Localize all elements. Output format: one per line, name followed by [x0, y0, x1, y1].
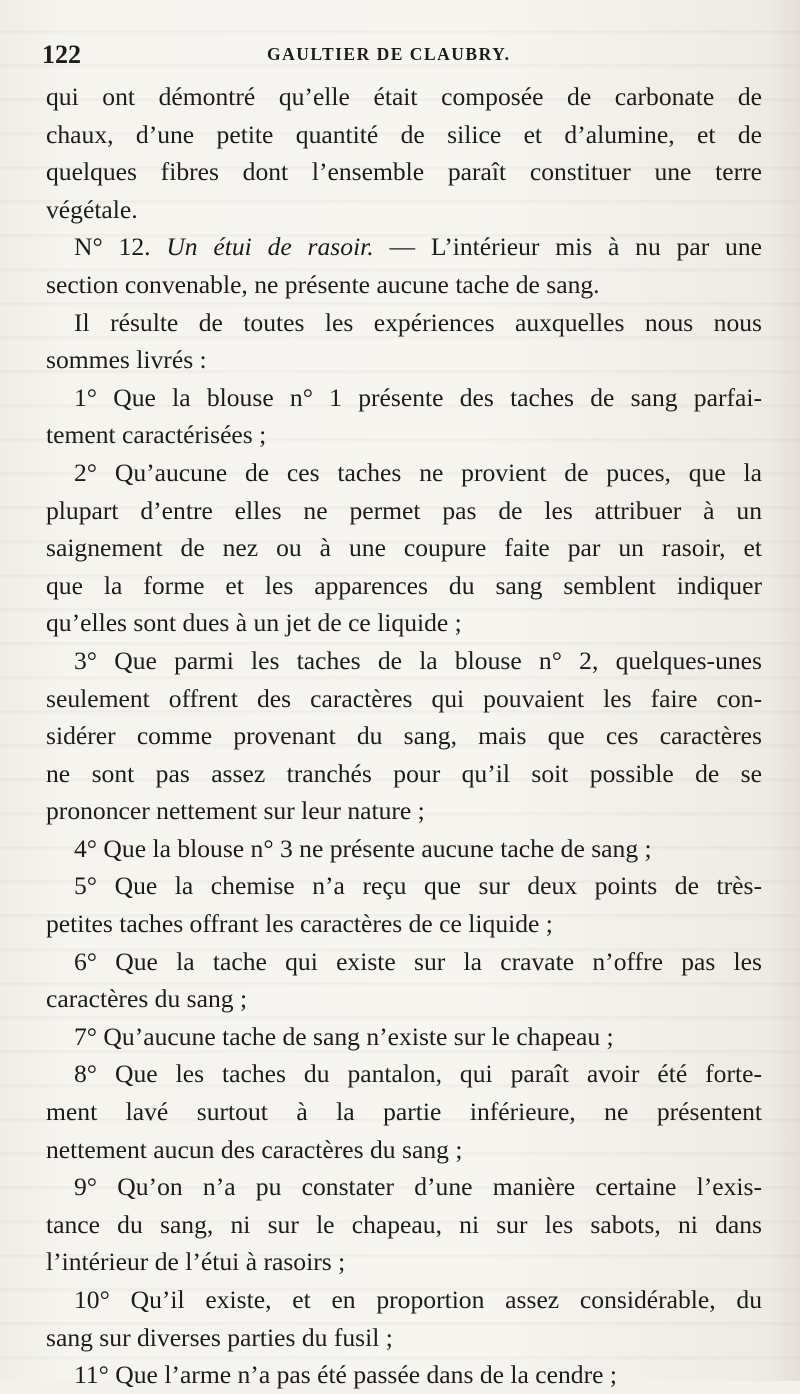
text-line: 4° Que la blouse n° 3 ne présente aucune tache de sang ; — [74, 833, 652, 863]
text-line: 6° Que la tache qui existe sur la cravate n’offre pas les — [74, 946, 762, 976]
text-line: l’intérieur de l’étui à rasoirs ; — [46, 1247, 346, 1277]
text-line: ment lavé surtout à la partie inférieure, ne présentent — [46, 1097, 762, 1127]
text-line: petites taches offrant les caractères de ce liquide ; — [46, 909, 553, 939]
text-line: quelques fibres dont l’ensemble paraît constituer une terre — [46, 157, 762, 187]
text-line: caractères du sang ; — [46, 984, 248, 1014]
text-line: 7° Qu’aucune tache de sang n’existe sur le chapeau ; — [74, 1021, 614, 1051]
text-line: végétale. — [46, 194, 138, 224]
text-line: 11° Que l’arme n’a pas été passée dans de la cendre ; — [74, 1360, 617, 1390]
text-line: 2° Qu’aucune de ces taches ne provient de puces, que la — [74, 457, 762, 487]
text-line: Il résulte de toutes les expériences auxquelles nous nous — [74, 307, 762, 337]
page-number: 122 — [42, 40, 81, 69]
text-line: tement caractérisées ; — [46, 420, 267, 450]
running-head: GAULTIER DE CLAUBRY. — [267, 44, 511, 64]
text-line: sidérer comme provenant du sang, mais que ces caractères — [46, 721, 762, 751]
text-line: nettement aucun des caractères du sang ; — [46, 1134, 463, 1164]
item-title: Un étui de rasoir. — [166, 232, 374, 262]
text-line: qu’elles sont dues à un jet de ce liquide ; — [46, 608, 462, 638]
text-line: 8° Que les taches du pantalon, qui paraît avoir été forte- — [74, 1059, 762, 1089]
text-line: 3° Que parmi les taches de la blouse n° 2, quelques-unes — [74, 645, 762, 675]
text-line: saignement de nez ou à une coupure faite par un rasoir, et — [46, 533, 762, 563]
text-line: 9° Qu’on n’a pu constater d’une manière certaine l’exis- — [74, 1172, 762, 1202]
body-text — [46, 78, 762, 1394]
page-header — [42, 40, 762, 72]
text-line: seulement offrent des caractères qui pouvaient les faire con- — [46, 683, 762, 713]
text-line: chaux, d’une petite quantité de silice et d’alumine, et de — [46, 119, 762, 149]
text-line: 10° Qu’il existe, et en proportion assez considérable, du — [74, 1285, 762, 1314]
text-line: prononcer nettement sur leur nature ; — [46, 796, 425, 826]
text-line: ne sont pas assez tranchés pour qu’il soit possible de se — [46, 758, 762, 788]
text-line: qui ont démontré qu’elle était composée de carbonate de — [46, 82, 762, 111]
text-line: tance du sang, ni sur le chapeau, ni sur les sabots, ni dans — [46, 1209, 762, 1239]
text-line: — L’intérieur mis à nu par une — [389, 232, 762, 262]
text-line: plupart d’entre elles ne permet pas de les attribuer à un — [46, 495, 762, 525]
text-line: sang sur diverses parties du fusil ; — [46, 1322, 393, 1352]
text-line: 5° Que la chemise n’a reçu que sur deux points de très- — [74, 871, 762, 901]
item-heading-line — [46, 228, 762, 266]
item-number: N° 12. — [74, 232, 151, 262]
text-line: que la forme et les apparences du sang semblent indiquer — [46, 570, 762, 600]
text-line: 1° Que la blouse n° 1 présente des taches de sang parfai- — [74, 382, 762, 412]
text-line: sommes livrés : — [46, 345, 207, 375]
text-line: section convenable, ne présente aucune tache de sang. — [46, 269, 600, 299]
